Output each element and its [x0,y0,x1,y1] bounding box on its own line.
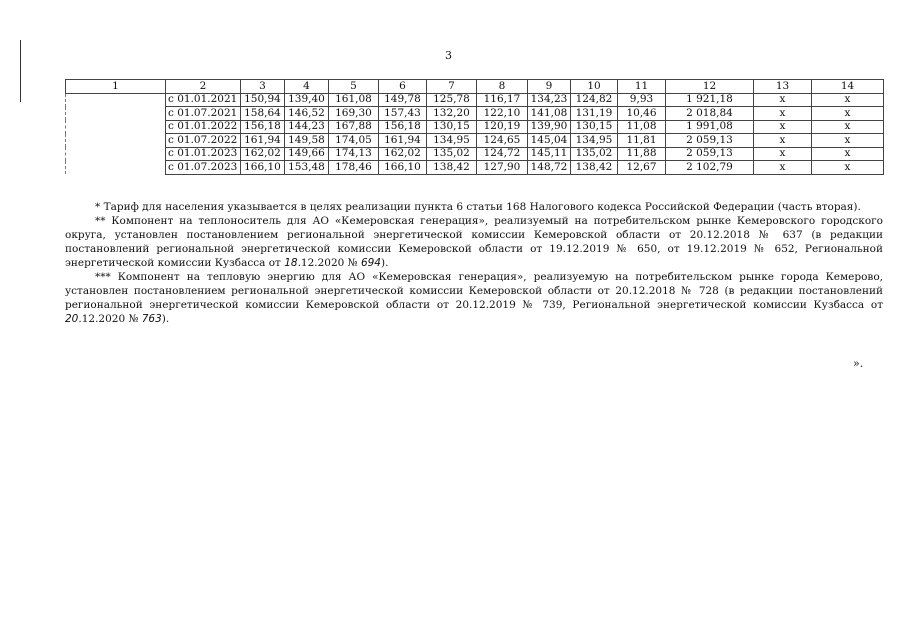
table-cell: 130,15 [427,120,477,134]
column-header-13: 13 [754,80,812,94]
table-cell: 124,72 [477,147,528,161]
table-cell: 169,30 [329,107,379,121]
table-header-row [66,80,884,94]
column-header-1: 1 [66,80,166,94]
table-cell: 162,02 [241,147,285,161]
table-body [66,93,884,174]
table-cell: с 01.01.2023 [166,147,241,161]
table-cell: 148,72 [528,161,571,175]
table-cell: 134,95 [571,134,618,148]
table-cell: 139,90 [528,120,571,134]
table-cell: 131,19 [571,107,618,121]
table-cell: с 01.07.2021 [166,107,241,121]
table-cell: 167,88 [329,120,379,134]
table-row [66,161,884,175]
table-cell: 122,10 [477,107,528,121]
table-cell: х [812,161,884,175]
footnote-1: * Тариф для населения указывается в целях реализации пункта 6 статьи 168 Налогового кодекса Российской Федерации (часть вторая). [95,201,861,213]
table-cell: 125,78 [427,93,477,107]
column-header-2: 2 [166,80,241,94]
table-row [66,107,884,121]
table-cell: х [754,147,812,161]
table-cell: 2 059,13 [666,134,754,148]
footnote-3-text-end: ). [161,313,170,325]
page-number: 3 [445,49,452,62]
table-cell: 134,23 [528,93,571,107]
table-row [66,93,884,107]
table-cell: 141,08 [528,107,571,121]
footnote-3 [65,270,883,326]
table-cell: 158,64 [241,107,285,121]
table-cell: х [812,107,884,121]
table-cell: 156,18 [379,120,427,134]
table-cell: с 01.07.2022 [166,134,241,148]
table-cell: 11,81 [618,134,666,148]
table-cell: 145,11 [528,147,571,161]
table-cell: х [812,93,884,107]
table-cell: 2 018,84 [666,107,754,121]
table-cell: 161,94 [241,134,285,148]
table-cell: 145,04 [528,134,571,148]
table-cell: 2 059,13 [666,147,754,161]
table-cell: 161,94 [379,134,427,148]
table-row [66,120,884,134]
table-cell: 138,42 [571,161,618,175]
column-header-5: 5 [329,80,379,94]
table-cell: х [754,107,812,121]
table-cell: 157,43 [379,107,427,121]
table-cell: 11,88 [618,147,666,161]
table-cell: с 01.01.2021 [166,93,241,107]
table-cell [66,147,166,161]
table-cell: 149,58 [285,134,329,148]
handwritten-number: 694 [360,257,381,269]
footnote-2-text: ** Компонент на теплоноситель для АО «Кемеровская генерация», реализуемый на потребительском рынке Кемеровского городского округа, установлен постановлением региональной энергетической комиссии Кемеровской области от 20.12.2018 № 637 (в редакции постановлений региональной энергетической комиссии Кемеровской области от 19.12.2019 № 650, от 19.12.2019 № 652, Региональной энергетической комиссии Кузбасса от [65,215,883,269]
table-cell: 124,65 [477,134,528,148]
table-cell: 134,95 [427,134,477,148]
column-header-6: 6 [379,80,427,94]
table-cell: 12,67 [618,161,666,175]
column-header-7: 7 [427,80,477,94]
footnote-2 [65,214,883,270]
table-cell: 135,02 [427,147,477,161]
table-cell: х [754,161,812,175]
table-cell: 174,13 [329,147,379,161]
column-header-14: 14 [812,80,884,94]
table-cell: 149,78 [379,93,427,107]
handwritten-day: 20 [65,313,79,325]
table-cell: 9,93 [618,93,666,107]
table-cell: 2 102,79 [666,161,754,175]
table-cell: 174,05 [329,134,379,148]
table-cell: 166,10 [241,161,285,175]
table-cell [66,161,166,175]
column-header-9: 9 [528,80,571,94]
table-cell: 150,94 [241,93,285,107]
table-cell: 116,17 [477,93,528,107]
table-cell: 120,19 [477,120,528,134]
table-cell: 138,42 [427,161,477,175]
table-cell: 146,52 [285,107,329,121]
table-cell: х [754,93,812,107]
margin-line [20,40,21,102]
footnote-2-text-end: ). [380,257,389,269]
table-cell: 10,46 [618,107,666,121]
table-cell: 127,90 [477,161,528,175]
table-cell [66,107,166,121]
table-cell: 135,02 [571,147,618,161]
table-cell: с 01.01.2022 [166,120,241,134]
table-cell: 149,66 [285,147,329,161]
table-cell: с 01.07.2023 [166,161,241,175]
table-cell: 1 921,18 [666,93,754,107]
table-cell: 130,15 [571,120,618,134]
table-cell [66,120,166,134]
table-cell: 156,18 [241,120,285,134]
column-header-3: 3 [241,80,285,94]
table-cell: 144,23 [285,120,329,134]
table-cell: х [812,134,884,148]
footnote-3-text: *** Компонент на тепловую энергию для АО «Кемеровская генерация», реализуемую на потребительском рынке города Кемерово, установлен постановлением региональной энергетической комиссии Кемеровской области от 20.12.2018 № 728 (в редакции постановлений региональной энергетической комиссии Кемеровской области от 20.12.2019 № 739, Региональной энергетической комиссии Кузбасса от [65,271,883,311]
column-header-12: 12 [666,80,754,94]
table-cell: 124,82 [571,93,618,107]
table-cell: 1 991,08 [666,120,754,134]
footnote-3-text-mid: .12.2020 № [78,313,142,325]
table-cell: 178,46 [329,161,379,175]
table-cell: 166,10 [379,161,427,175]
handwritten-number: 763 [141,313,162,325]
footnote-2-text-mid: .12.2020 № [297,257,361,269]
table-row [66,134,884,148]
column-header-10: 10 [571,80,618,94]
table-row [66,147,884,161]
table-cell: х [812,120,884,134]
table-cell [66,93,166,107]
table-cell [66,134,166,148]
footnotes [65,200,883,326]
table-cell: х [754,134,812,148]
table-cell: 139,40 [285,93,329,107]
closing-quote: ». [853,357,864,370]
table-cell: 161,08 [329,93,379,107]
table-cell: 132,20 [427,107,477,121]
column-header-8: 8 [477,80,528,94]
table-cell: 162,02 [379,147,427,161]
column-header-11: 11 [618,80,666,94]
table-cell: х [812,147,884,161]
tariff-table [65,79,884,175]
column-header-4: 4 [285,80,329,94]
table-cell: х [754,120,812,134]
handwritten-day: 18 [284,257,298,269]
table-cell: 11,08 [618,120,666,134]
table-cell: 153,48 [285,161,329,175]
